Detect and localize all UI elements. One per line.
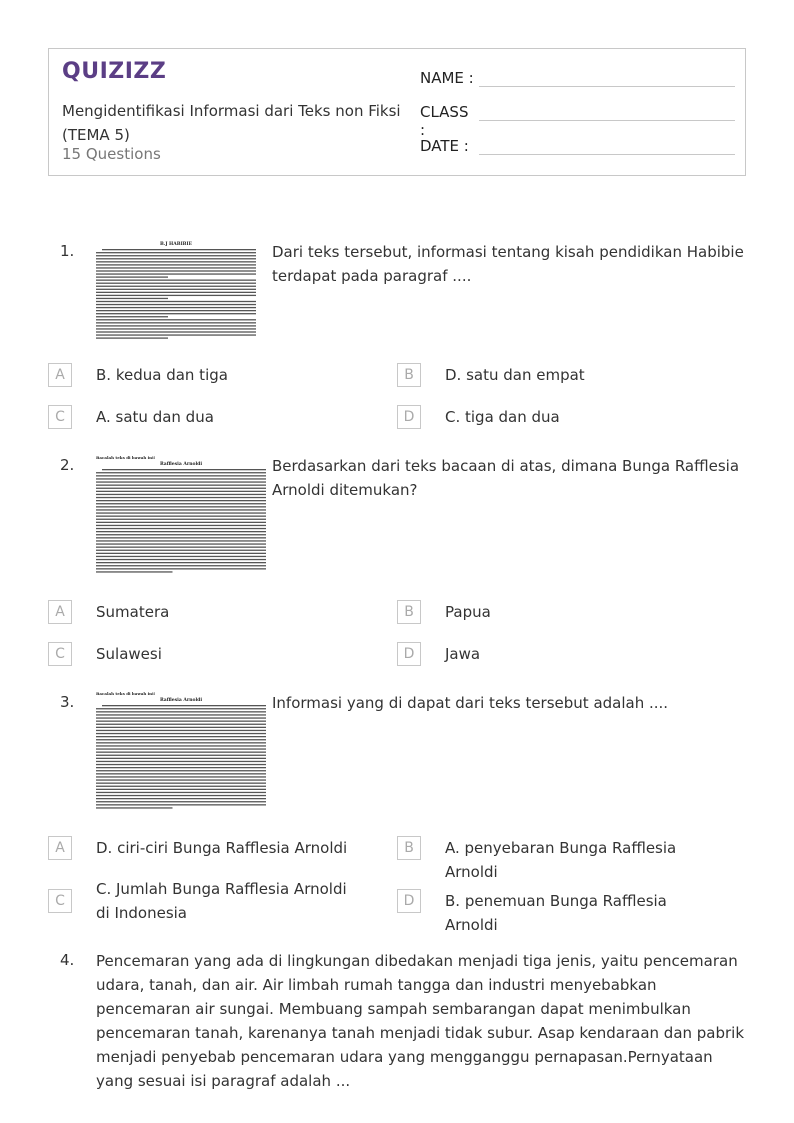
image-text-line xyxy=(96,727,266,728)
image-text-line xyxy=(96,752,266,753)
question-number: 4. xyxy=(60,951,75,969)
image-text-line xyxy=(96,328,256,329)
option-letter-box: B xyxy=(397,363,421,387)
image-text-line xyxy=(96,807,173,808)
image-text-line xyxy=(96,283,256,284)
image-text-line xyxy=(96,506,266,507)
option-text: A. satu dan dua xyxy=(96,408,214,426)
image-text-line xyxy=(96,280,256,281)
image-text-line xyxy=(96,717,266,718)
name-field[interactable] xyxy=(420,69,476,87)
option-text: Sulawesi xyxy=(96,645,162,663)
image-text-line xyxy=(96,276,168,277)
image-heading: Rafflesia Arnoldi xyxy=(159,462,203,467)
image-text-line xyxy=(96,798,266,799)
image-text-line xyxy=(96,485,266,486)
image-text-line xyxy=(96,334,256,335)
image-text-line xyxy=(102,705,266,706)
image-text-line xyxy=(96,292,256,293)
image-text-line xyxy=(96,776,266,777)
image-text-line xyxy=(96,497,266,498)
image-text-line xyxy=(96,325,256,326)
option-text: Jawa xyxy=(445,645,481,663)
image-text-line xyxy=(96,478,266,479)
option-text: B. kedua dan tiga xyxy=(96,366,228,384)
option-letter-box: C xyxy=(48,405,72,429)
image-text-line xyxy=(96,745,266,746)
image-text-line xyxy=(96,739,266,740)
class-label: CLASS : xyxy=(420,103,469,139)
image-text-line xyxy=(96,795,266,796)
date-field[interactable] xyxy=(420,137,476,155)
question-number: 2. xyxy=(60,456,75,474)
image-text-line xyxy=(96,537,266,538)
option-text: D. ciri-ciri Bunga Rafflesia Arnoldi xyxy=(96,839,348,857)
question-image-rafflesia xyxy=(96,454,266,576)
image-text-line xyxy=(96,742,266,743)
image-text-line xyxy=(96,556,266,557)
image-text-line xyxy=(96,525,266,526)
option-letter-box: A xyxy=(48,836,72,860)
image-text-line xyxy=(96,708,266,709)
name-line[interactable] xyxy=(479,86,735,87)
image-text-line xyxy=(96,319,256,320)
image-text-line xyxy=(96,322,256,323)
question-image-rafflesia xyxy=(96,690,266,812)
image-text-line xyxy=(96,258,256,259)
option-letter-box: B xyxy=(397,600,421,624)
option-text: D. satu dan empat xyxy=(445,366,585,384)
image-text-line xyxy=(96,748,266,749)
worksheet-title: Mengidentifikasi Informasi dari Teks non Fiksi (TEMA 5) xyxy=(62,102,401,144)
class-field[interactable] xyxy=(420,103,476,139)
image-text-line xyxy=(96,304,256,305)
image-text-line xyxy=(96,764,266,765)
image-text-line xyxy=(96,519,266,520)
image-text-line xyxy=(96,714,266,715)
image-text-line xyxy=(96,481,266,482)
option-letter-box: D xyxy=(397,889,421,913)
image-text-line xyxy=(96,571,173,572)
image-text-line xyxy=(96,270,256,271)
class-line[interactable] xyxy=(479,120,735,121)
image-text-line xyxy=(96,261,256,262)
image-intro: Bacalah teks di bawah ini! xyxy=(96,691,156,696)
option-text: C. Jumlah Bunga Rafflesia Arnoldi di Indonesia xyxy=(96,880,347,922)
image-text-line xyxy=(96,789,266,790)
image-text-line xyxy=(96,792,266,793)
image-text-line xyxy=(96,721,266,722)
image-text-line xyxy=(96,475,266,476)
option-letter-box: D xyxy=(397,642,421,666)
image-text-line xyxy=(96,733,266,734)
option-text: A. penyebaran Bunga Rafflesia Arnoldi xyxy=(445,839,677,881)
image-text-line xyxy=(96,761,266,762)
image-text-line xyxy=(96,316,168,317)
image-text-line xyxy=(96,773,266,774)
image-text-line xyxy=(96,289,256,290)
image-text-line xyxy=(96,528,266,529)
image-text-line xyxy=(96,804,266,805)
image-text-line xyxy=(96,295,256,296)
image-text-line xyxy=(96,553,266,554)
question-text: Berdasarkan dari teks bacaan di atas, dimana Bunga Rafflesia Arnoldi ditemukan? xyxy=(272,457,740,499)
image-text-line xyxy=(96,770,266,771)
image-text-line xyxy=(96,562,266,563)
image-text-line xyxy=(96,559,266,560)
image-text-line xyxy=(96,286,256,287)
image-heading: Rafflesia Arnoldi xyxy=(159,698,203,703)
name-label: NAME : xyxy=(420,69,474,87)
image-text-line xyxy=(96,540,266,541)
question-text: Pencemaran yang ada di lingkungan dibedakan menjadi tiga jenis, yaitu pencemaran udara, tanah, dan air. Air limbah rumah tangga dan industri menyebabkan pencemaran air sungai. Membuang sampah sembarangan dapat menimbulkan pencemaran tanah, karenanya tanah menjadi tidak subur. Asap kendaraan dan pabrik menjadi penyebab pencemaran udara yang mengganggu pernapasan.Pernyataan yang sesuai isi paragraf adalah ... xyxy=(96,952,745,1090)
option-letter-box: D xyxy=(397,405,421,429)
image-text-line xyxy=(96,534,266,535)
question-image-habibie xyxy=(96,240,256,340)
option-letter-box: C xyxy=(48,889,72,913)
option-text: B. penemuan Bunga Rafflesia Arnoldi xyxy=(445,892,667,934)
image-text-line xyxy=(96,711,266,712)
image-text-line xyxy=(96,767,266,768)
image-text-line xyxy=(96,264,256,265)
option-letter-box: B xyxy=(397,836,421,860)
image-text-line xyxy=(96,724,266,725)
image-text-line xyxy=(96,531,266,532)
image-text-line xyxy=(96,252,256,253)
image-text-line xyxy=(96,301,256,302)
date-line[interactable] xyxy=(479,154,735,155)
image-text-line xyxy=(96,522,266,523)
image-text-line xyxy=(102,469,266,470)
question-text: Informasi yang di dapat dari teks tersebut adalah .... xyxy=(272,694,669,712)
option-text: C. tiga dan dua xyxy=(445,408,560,426)
image-text-line xyxy=(96,543,266,544)
image-text-line xyxy=(96,786,266,787)
image-heading: B.J HABIBIE xyxy=(159,242,193,247)
image-text-line xyxy=(96,307,256,308)
image-text-line xyxy=(96,512,266,513)
image-text-line xyxy=(96,255,256,256)
image-text-line xyxy=(96,730,266,731)
image-text-line xyxy=(96,488,266,489)
quizizz-logo: QUIZIZZ xyxy=(62,59,167,84)
image-text-line xyxy=(96,779,266,780)
image-intro: Bacalah teks di bawah ini! xyxy=(96,455,156,460)
option-letter-box: A xyxy=(48,363,72,387)
image-text-line xyxy=(96,503,266,504)
image-text-line xyxy=(96,550,266,551)
image-text-line xyxy=(96,509,266,510)
image-text-line xyxy=(96,491,266,492)
question-number: 3. xyxy=(60,693,75,711)
image-text-line xyxy=(96,331,256,332)
question-number: 1. xyxy=(60,242,75,260)
option-letter-box: A xyxy=(48,600,72,624)
image-text-line xyxy=(96,337,168,338)
question-count: 15 Questions xyxy=(62,145,161,163)
image-text-line xyxy=(96,267,256,268)
image-text-line xyxy=(96,801,266,802)
image-text-line xyxy=(96,494,266,495)
image-text-line xyxy=(96,736,266,737)
image-text-line xyxy=(96,500,266,501)
image-text-line xyxy=(96,758,266,759)
image-text-line xyxy=(96,547,266,548)
image-text-line xyxy=(102,249,256,250)
image-text-line xyxy=(96,313,256,314)
question-text: Dari teks tersebut, informasi tentang kisah pendidikan Habibie terdapat pada paragraf .... xyxy=(272,243,744,285)
image-text-line xyxy=(96,310,256,311)
worksheet-header xyxy=(48,48,746,176)
image-text-line xyxy=(96,783,266,784)
image-text-line xyxy=(96,565,266,566)
image-text-line xyxy=(96,755,266,756)
option-text: Sumatera xyxy=(96,603,170,621)
image-text-line xyxy=(96,568,266,569)
image-text-line xyxy=(96,298,168,299)
option-letter-box: C xyxy=(48,642,72,666)
image-text-line xyxy=(96,516,266,517)
image-text-line xyxy=(96,273,256,274)
image-text-line xyxy=(96,472,266,473)
option-text: Papua xyxy=(445,603,491,621)
date-label: DATE : xyxy=(420,137,469,155)
